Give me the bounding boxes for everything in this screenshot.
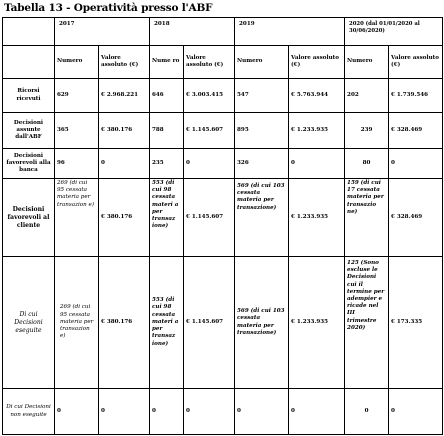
cell-banca-v2019: 0 xyxy=(289,149,345,179)
valore-2018-header: Valore assoluto (€) xyxy=(184,46,235,79)
row-label-ricorsi: Ricorsi ricevuti xyxy=(3,79,55,113)
cell-assunte-v2017: € 380.176 xyxy=(99,113,150,149)
cell-ricorsi-v2020: € 1.739.546 xyxy=(389,79,443,113)
operativita-table xyxy=(2,17,443,435)
cell-eseguite-v2017: € 380.176 xyxy=(99,257,150,389)
numero-2018-header: Nume ro xyxy=(150,46,184,79)
cell-ricorsi-v2017: € 2.968.221 xyxy=(99,79,150,113)
cell-cliente-v2020: € 328.469 xyxy=(389,179,443,257)
cell-noneseguite-v2019: 0 xyxy=(289,389,345,435)
subheader-row xyxy=(3,46,443,79)
cell-banca-n2018: 235 xyxy=(150,149,184,179)
cell-cliente-v2019: € 1.233.935 xyxy=(289,179,345,257)
cell-cliente-n2017: 269 (di cui 95 cessata materia per transazion e) xyxy=(55,179,99,257)
cell-assunte-n2020: 239 xyxy=(345,113,389,149)
cell-eseguite-v2020: € 173.335 xyxy=(389,257,443,389)
year-2019-header: 2019 xyxy=(235,18,345,46)
cell-eseguite-n2019: 569 (di cui 103 cessata materia per transazione) xyxy=(235,257,289,389)
cell-cliente-n2020: 159 (di cui 17 cessata materia per transazio ne) xyxy=(345,179,389,257)
cell-noneseguite-n2018: 0 xyxy=(150,389,184,435)
cell-assunte-n2018: 788 xyxy=(150,113,184,149)
cell-ricorsi-n2020: 202 xyxy=(345,79,389,113)
cell-noneseguite-n2019: 0 xyxy=(235,389,289,435)
valore-2019-header: Valore assoluto (€) xyxy=(289,46,345,79)
cell-banca-v2020: 0 xyxy=(389,149,443,179)
cell-assunte-v2018: € 1.145.607 xyxy=(184,113,235,149)
table-row xyxy=(3,257,443,389)
cell-banca-n2019: 326 xyxy=(235,149,289,179)
cell-banca-n2017: 96 xyxy=(55,149,99,179)
numero-2020-header: Numero xyxy=(345,46,389,79)
row-label-assunte: Decisioni assunte dall'ABF xyxy=(3,113,55,149)
cell-eseguite-v2018: € 1.145.607 xyxy=(184,257,235,389)
table-row xyxy=(3,79,443,113)
cell-noneseguite-v2017: 0 xyxy=(99,389,150,435)
cell-eseguite-n2018: 553 (di cui 98 cessata materi a per transaz ione) xyxy=(150,257,184,389)
table-row xyxy=(3,149,443,179)
label-col-header xyxy=(3,46,55,79)
table-row xyxy=(3,113,443,149)
row-label-eseguite: Di cui Decisioni eseguite xyxy=(3,257,55,389)
cell-eseguite-n2020: 125 (Sono escluse le Decisioni cui il termine per adempier e ricade nel III trimestre 2020) xyxy=(345,257,389,389)
cell-ricorsi-v2018: € 3.003.415 xyxy=(184,79,235,113)
cell-assunte-v2020: € 328.469 xyxy=(389,113,443,149)
cell-noneseguite-v2020: 0 xyxy=(389,389,443,435)
cell-cliente-n2018: 553 (di cui 98 cessata materi a per transaz ione) xyxy=(150,179,184,257)
row-label-cliente: Decisioni favorevoli al cliente xyxy=(3,179,55,257)
cell-banca-v2018: 0 xyxy=(184,149,235,179)
cell-cliente-v2017: € 380.176 xyxy=(99,179,150,257)
row-label-banca: Decisioni favorevoli alla banca xyxy=(3,149,55,179)
cell-assunte-v2019: € 1.233.935 xyxy=(289,113,345,149)
year-2018-header: 2018 xyxy=(150,18,235,46)
valore-2017-header: Valore assoluto (€) xyxy=(99,46,150,79)
cell-eseguite-v2019: € 1.233.935 xyxy=(289,257,345,389)
cell-cliente-v2018: € 1.145.607 xyxy=(184,179,235,257)
table-title: Tabella 13 - Operatività presso l'ABF xyxy=(4,2,213,14)
cell-cliente-n2019: 569 (di cui 103 cessata materia per transazione) xyxy=(235,179,289,257)
cell-ricorsi-n2018: 646 xyxy=(150,79,184,113)
cell-banca-n2020: 80 xyxy=(345,149,389,179)
valore-2020-header: Valore assoluto (€) xyxy=(389,46,443,79)
cell-eseguite-n2017: 269 (di cui 95 cessata materia per transazion e) xyxy=(55,257,99,389)
year-header-row xyxy=(3,18,443,46)
cell-noneseguite-n2017: 0 xyxy=(55,389,99,435)
cell-noneseguite-v2018: 0 xyxy=(184,389,235,435)
cell-assunte-n2017: 365 xyxy=(55,113,99,149)
cell-banca-v2017: 0 xyxy=(99,149,150,179)
row-label-non-eseguite: Di cui Decisioni non eseguite xyxy=(3,389,55,435)
table-row xyxy=(3,179,443,257)
corner-cell xyxy=(3,18,55,46)
cell-assunte-n2019: 895 xyxy=(235,113,289,149)
numero-2017-header: Numero xyxy=(55,46,99,79)
year-2020-header: 2020 (dal 01/01/2020 al 30/06/2020) xyxy=(345,18,443,46)
table-row xyxy=(3,389,443,435)
cell-ricorsi-n2017: 629 xyxy=(55,79,99,113)
cell-ricorsi-n2019: 547 xyxy=(235,79,289,113)
cell-noneseguite-n2020: 0 xyxy=(345,389,389,435)
year-2017-header: 2017 xyxy=(55,18,150,46)
numero-2019-header: Numero xyxy=(235,46,289,79)
cell-ricorsi-v2019: € 5.763.944 xyxy=(289,79,345,113)
